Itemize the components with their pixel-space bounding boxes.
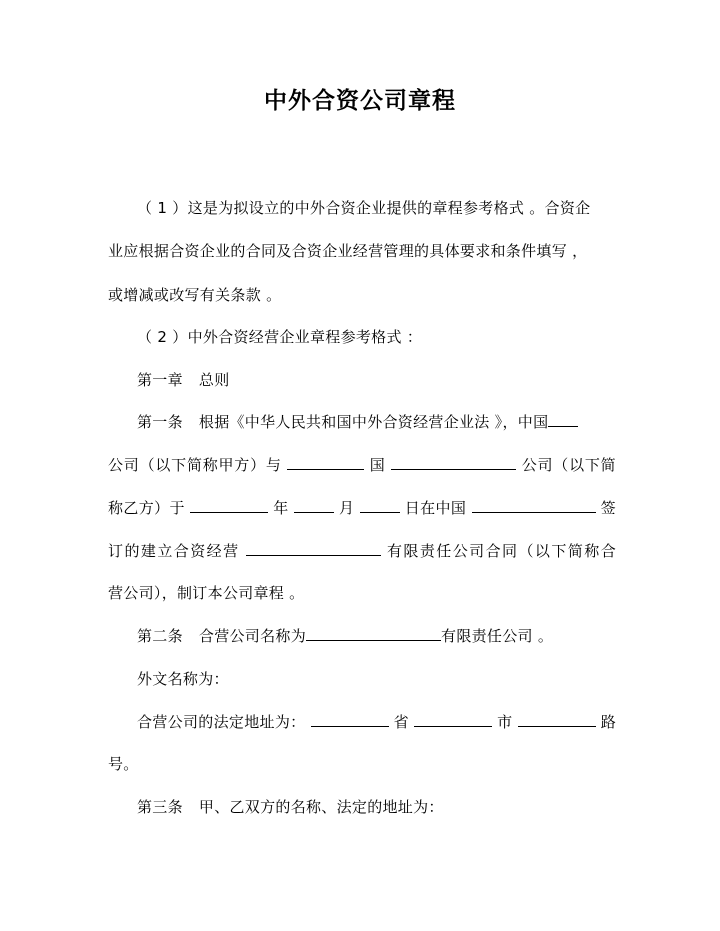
article-2-label: 第二条 bbox=[137, 627, 183, 645]
article-1-text: 签 bbox=[600, 499, 616, 517]
article-1-line-1 bbox=[137, 411, 616, 433]
article-2-text: 有限责任公司 。 bbox=[441, 627, 554, 645]
intro-paragraph-line-1: （ 1 ）这是为拟设立的中外合资企业提供的章程参考格式 。合资企 bbox=[137, 199, 591, 217]
blank-year bbox=[190, 498, 268, 513]
article-1-text: 公司（以下简 bbox=[521, 456, 616, 474]
article-3-line-1 bbox=[137, 796, 616, 818]
article-1-line-5: 营公司），制订本公司章程 。 bbox=[108, 584, 305, 602]
intro-paragraph-line-2: 业应根据合资企业的合同及合资企业经营管理的具体要求和条件填写 ， bbox=[108, 242, 588, 260]
blank-foreign-company bbox=[391, 455, 516, 470]
blank-day bbox=[360, 498, 400, 513]
article-1-line-3 bbox=[108, 497, 616, 519]
article-1-text: 国 bbox=[369, 456, 386, 474]
article-2-text: 市 bbox=[497, 713, 513, 731]
blank-jv-name bbox=[246, 541, 381, 556]
article-2-text: 省 bbox=[393, 713, 409, 731]
article-1-line-4 bbox=[108, 540, 616, 562]
article-2-text: 合营公司名称为 bbox=[198, 627, 307, 645]
blank-road bbox=[518, 712, 596, 727]
article-1-text: 根据《中华人民共和国中外合资经营企业法 》，中国 bbox=[198, 413, 549, 431]
format-heading: （ 2 ）中外合资经营企业章程参考格式 ： bbox=[137, 328, 423, 346]
article-1-text: 称乙方）于 bbox=[108, 499, 185, 517]
blank-month bbox=[294, 498, 334, 513]
article-2-line-1 bbox=[137, 625, 616, 647]
legal-address-line bbox=[137, 711, 616, 733]
article-1-text: 公司（以下简称甲方）与 bbox=[108, 456, 282, 474]
article-2-text: 路 bbox=[600, 713, 616, 731]
article-1-text: 有限责任公司合同（以下简称合 bbox=[386, 542, 616, 560]
foreign-name-line: 外文名称为： bbox=[137, 670, 229, 688]
article-3-label: 第三条 bbox=[137, 798, 183, 816]
article-3-text: 甲、乙双方的名称、法定的地址为： bbox=[198, 798, 444, 816]
article-1-line-2 bbox=[108, 454, 616, 476]
article-1-text: 月 bbox=[339, 499, 355, 517]
chapter-label: 第一章 bbox=[137, 371, 183, 389]
blank-company-name bbox=[306, 626, 441, 641]
chapter-1-heading bbox=[137, 369, 616, 391]
article-1-text: 订的建立合资经营 bbox=[108, 542, 240, 560]
article-1-text: 年 bbox=[273, 499, 289, 517]
blank-chinese-company bbox=[548, 412, 578, 427]
article-2-text: 合营公司的法定地址为： bbox=[137, 713, 306, 731]
blank-province bbox=[311, 712, 389, 727]
blank-city bbox=[414, 712, 492, 727]
document-title: 中外合资公司章程 bbox=[264, 88, 456, 114]
article-1-text: 日在中国 bbox=[404, 499, 467, 517]
chapter-name: 总则 bbox=[198, 371, 230, 389]
blank-signing-place bbox=[472, 498, 596, 513]
article-1-label: 第一条 bbox=[137, 413, 183, 431]
blank-country bbox=[287, 455, 364, 470]
intro-paragraph-line-3: 或增减或改写有关条款 。 bbox=[108, 286, 282, 304]
legal-address-line-2: 号。 bbox=[108, 755, 139, 773]
